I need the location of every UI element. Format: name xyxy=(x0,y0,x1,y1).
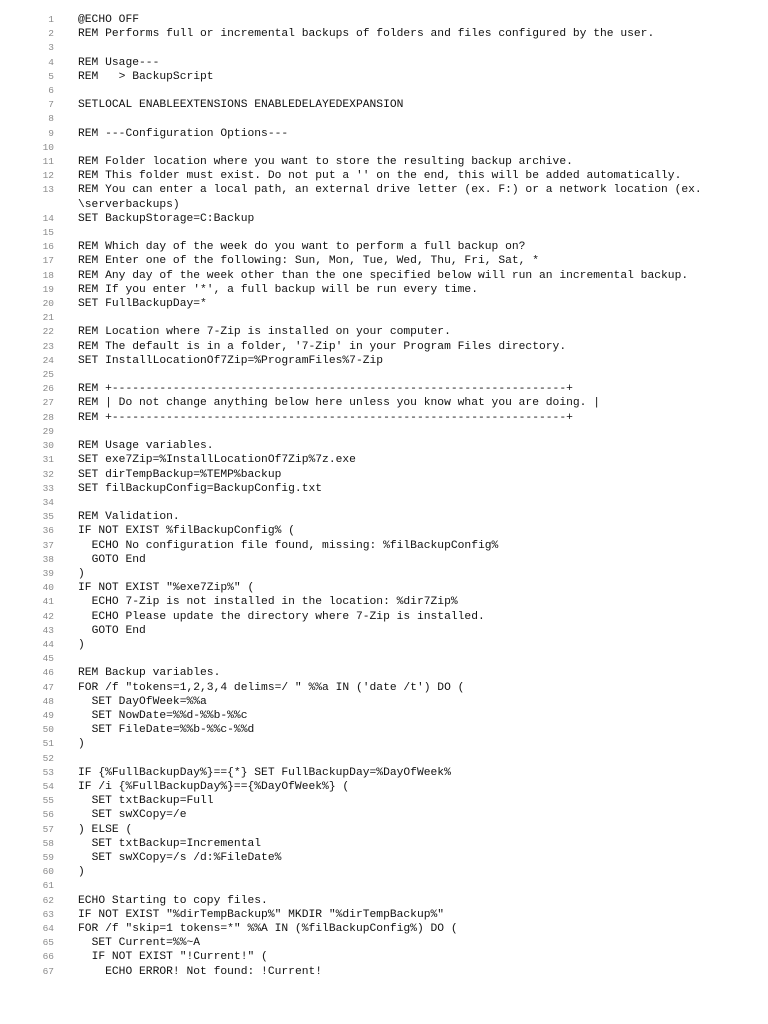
line-text: ) xyxy=(78,738,85,751)
line-number: 39 xyxy=(42,567,54,579)
code-line xyxy=(0,567,768,581)
line-text: ECHO Starting to copy files. xyxy=(78,894,268,907)
code-line xyxy=(0,396,768,410)
line-number: 56 xyxy=(42,809,54,821)
code-line xyxy=(0,240,768,254)
line-number: 34 xyxy=(42,496,54,508)
line-number: 43 xyxy=(42,624,54,636)
line-number: 51 xyxy=(42,738,54,750)
line-text: REM Performs full or incremental backups of folders and files configured by the user. xyxy=(78,28,655,41)
code-line xyxy=(0,283,768,297)
line-number: 18 xyxy=(42,269,54,281)
code-line xyxy=(0,496,768,510)
line-number: 49 xyxy=(42,709,54,721)
line-text: REM | Do not change anything below here unless you know what you are doing. | xyxy=(78,397,601,410)
code-line xyxy=(0,936,768,950)
line-number: 36 xyxy=(42,525,54,537)
line-number: 26 xyxy=(42,383,54,395)
line-number: 41 xyxy=(42,596,54,608)
line-number: 30 xyxy=(42,440,54,452)
line-number: 2 xyxy=(48,28,54,40)
code-line xyxy=(0,766,768,780)
code-line xyxy=(0,695,768,709)
code-line xyxy=(0,127,768,141)
code-line xyxy=(0,56,768,70)
line-text: ECHO 7-Zip is not installed in the location: %dir7Zip% xyxy=(78,596,458,609)
line-number: 4 xyxy=(48,56,54,68)
line-number: 16 xyxy=(42,241,54,253)
line-text: SET FullBackupDay=* xyxy=(78,298,207,311)
line-number: 54 xyxy=(42,780,54,792)
code-line xyxy=(0,581,768,595)
line-text: @ECHO OFF xyxy=(78,14,140,26)
line-text: SET exe7Zip=%InstallLocationOf7Zip%7z.exe xyxy=(78,454,356,467)
line-number: 42 xyxy=(42,610,54,622)
line-text: SET NowDate=%%d-%%b-%%c xyxy=(78,709,248,722)
code-line xyxy=(0,823,768,837)
code-line xyxy=(0,595,768,609)
code-line xyxy=(0,894,768,908)
line-number: 10 xyxy=(42,141,54,153)
line-number: 8 xyxy=(48,113,54,125)
code-line xyxy=(0,169,768,183)
code-line xyxy=(0,638,768,652)
line-number: 37 xyxy=(42,539,54,551)
line-text: REM +-------------------------------------------------------------------+ xyxy=(78,411,573,424)
line-number: 14 xyxy=(42,212,54,224)
code-line xyxy=(0,610,768,624)
line-text: REM Backup variables. xyxy=(78,667,221,680)
code-line xyxy=(0,368,768,382)
line-number: 7 xyxy=(48,99,54,111)
code-line xyxy=(0,908,768,922)
line-text: SETLOCAL ENABLEEXTENSIONS ENABLEDELAYEDEXPANSION xyxy=(78,99,404,112)
line-text: REM Enter one of the following: Sun, Mon, Tue, Wed, Thu, Fri, Sat, * xyxy=(78,255,539,268)
code-line xyxy=(0,510,768,524)
line-text: REM ---Configuration Options--- xyxy=(78,127,289,140)
line-number: 22 xyxy=(42,326,54,338)
line-number: 12 xyxy=(42,170,54,182)
line-text: IF NOT EXIST "%exe7Zip%" ( xyxy=(78,582,255,595)
code-listing xyxy=(0,13,768,979)
code-line xyxy=(0,226,768,240)
line-number: 28 xyxy=(42,411,54,423)
line-number: 44 xyxy=(42,638,54,650)
line-number: 57 xyxy=(42,823,54,835)
code-line xyxy=(0,468,768,482)
line-number: 1 xyxy=(48,14,54,25)
line-number: 35 xyxy=(42,511,54,523)
code-line xyxy=(0,539,768,553)
code-line xyxy=(0,254,768,268)
line-text: REM The default is in a folder, '7-Zip' in your Program Files directory. xyxy=(78,340,567,353)
code-line xyxy=(0,922,768,936)
line-text: IF {%FullBackupDay%}=={*} SET FullBackupDay=%DayOfWeek% xyxy=(78,766,451,779)
code-line xyxy=(0,27,768,41)
code-line xyxy=(0,666,768,680)
line-text: FOR /f "skip=1 tokens=*" %%A IN (%filBackupConfig%) DO ( xyxy=(78,923,458,935)
line-text: ) xyxy=(78,866,85,879)
line-number: 64 xyxy=(42,923,54,934)
line-text: REM > BackupScript xyxy=(78,70,214,83)
line-number: 31 xyxy=(42,454,54,466)
line-number: 55 xyxy=(42,795,54,807)
line-number: 21 xyxy=(42,312,54,324)
code-line xyxy=(0,965,768,979)
line-number: 38 xyxy=(42,553,54,565)
code-line xyxy=(0,681,768,695)
line-number: 6 xyxy=(48,85,54,97)
line-text: REM Location where 7-Zip is installed on your computer. xyxy=(78,326,451,339)
code-line xyxy=(0,84,768,98)
line-text: IF NOT EXIST "%dirTempBackup%" MKDIR "%dirTempBackup%" xyxy=(78,908,445,921)
line-text: REM You can enter a local path, an external drive letter (ex. F:) or a network location (ex. \serverbackups) xyxy=(78,184,709,211)
line-number: 5 xyxy=(48,70,54,82)
line-text: REM Usage--- xyxy=(78,56,160,69)
code-line xyxy=(0,13,768,27)
line-number: 53 xyxy=(42,766,54,778)
line-number: 32 xyxy=(42,468,54,480)
line-number: 65 xyxy=(42,937,54,949)
line-text: SET swXCopy=/s /d:%FileDate% xyxy=(78,851,282,864)
line-number: 40 xyxy=(42,582,54,594)
code-line xyxy=(0,41,768,55)
code-line xyxy=(0,325,768,339)
code-line xyxy=(0,411,768,425)
line-number: 29 xyxy=(42,425,54,437)
line-text: ECHO Please update the directory where 7-Zip is installed. xyxy=(78,610,485,623)
code-line xyxy=(0,311,768,325)
code-line xyxy=(0,354,768,368)
code-line xyxy=(0,112,768,126)
line-text: ECHO ERROR! Not found: !Current! xyxy=(78,965,323,978)
code-line xyxy=(0,340,768,354)
line-text: ) ELSE ( xyxy=(78,823,133,836)
line-number: 62 xyxy=(42,894,54,906)
code-line xyxy=(0,950,768,964)
code-line xyxy=(0,70,768,84)
line-number: 13 xyxy=(42,184,54,196)
line-number: 17 xyxy=(42,255,54,267)
code-line xyxy=(0,737,768,751)
code-line xyxy=(0,837,768,851)
line-text: REM Which day of the week do you want to perform a full backup on? xyxy=(78,241,526,254)
line-number: 33 xyxy=(42,482,54,494)
line-number: 15 xyxy=(42,227,54,239)
line-number: 59 xyxy=(42,851,54,863)
line-text: REM Validation. xyxy=(78,511,180,524)
code-line xyxy=(0,141,768,155)
line-text: ) xyxy=(78,638,85,651)
line-text: SET FileDate=%%b-%%c-%%d xyxy=(78,724,255,737)
code-line xyxy=(0,794,768,808)
line-text: SET filBackupConfig=BackupConfig.txt xyxy=(78,482,323,495)
code-line xyxy=(0,879,768,893)
code-line xyxy=(0,212,768,226)
line-number: 23 xyxy=(42,340,54,352)
line-text: REM +-------------------------------------------------------------------+ xyxy=(78,383,573,396)
code-line xyxy=(0,808,768,822)
line-number: 47 xyxy=(42,681,54,693)
line-number: 9 xyxy=(48,127,54,139)
code-line xyxy=(0,183,768,211)
line-number: 58 xyxy=(42,837,54,849)
code-line xyxy=(0,425,768,439)
line-text: GOTO End xyxy=(78,624,146,637)
line-text: SET txtBackup=Incremental xyxy=(78,837,262,850)
code-line xyxy=(0,865,768,879)
line-number: 45 xyxy=(42,653,54,665)
line-number: 20 xyxy=(42,298,54,310)
line-number: 46 xyxy=(42,667,54,679)
line-text: SET Current=%%~A xyxy=(78,937,201,950)
line-number: 52 xyxy=(42,752,54,764)
code-line xyxy=(0,382,768,396)
line-number: 3 xyxy=(48,42,54,54)
line-text: REM Usage variables. xyxy=(78,440,214,453)
code-line xyxy=(0,98,768,112)
line-number: 60 xyxy=(42,866,54,878)
line-number: 19 xyxy=(42,283,54,295)
line-text: SET swXCopy=/e xyxy=(78,809,187,822)
line-number: 61 xyxy=(42,880,54,892)
line-text: FOR /f "tokens=1,2,3,4 delims=/ " %%a IN ('date /t') DO ( xyxy=(78,681,465,694)
line-text: ) xyxy=(78,567,85,580)
line-number: 67 xyxy=(42,965,54,977)
code-line xyxy=(0,851,768,865)
line-number: 27 xyxy=(42,397,54,409)
line-number: 48 xyxy=(42,695,54,707)
line-text: SET DayOfWeek=%%a xyxy=(78,695,207,708)
line-text: REM This folder must exist. Do not put a '' on the end, this will be added automatically. xyxy=(78,170,682,183)
line-text: ECHO No configuration file found, missing: %filBackupConfig% xyxy=(78,539,499,552)
line-text: IF /i {%FullBackupDay%}=={%DayOfWeek%} ( xyxy=(78,780,350,793)
code-line xyxy=(0,709,768,723)
line-text: IF NOT EXIST "!Current!" ( xyxy=(78,951,268,964)
code-line xyxy=(0,752,768,766)
line-number: 11 xyxy=(42,156,54,168)
line-text: SET txtBackup=Full xyxy=(78,795,214,808)
line-number: 25 xyxy=(42,369,54,381)
line-number: 24 xyxy=(42,354,54,366)
code-line xyxy=(0,482,768,496)
line-text: SET dirTempBackup=%TEMP%backup xyxy=(78,468,282,481)
line-text: SET InstallLocationOf7Zip=%ProgramFiles%7-Zip xyxy=(78,354,384,367)
code-line xyxy=(0,439,768,453)
line-text: IF NOT EXIST %filBackupConfig% ( xyxy=(78,525,295,538)
code-line xyxy=(0,652,768,666)
code-line xyxy=(0,723,768,737)
line-number: 66 xyxy=(42,951,54,963)
code-line xyxy=(0,155,768,169)
line-text: REM If you enter '*', a full backup will be run every time. xyxy=(78,283,478,296)
line-number: 63 xyxy=(42,908,54,920)
code-line xyxy=(0,297,768,311)
line-text: REM Folder location where you want to store the resulting backup archive. xyxy=(78,156,573,169)
line-text: GOTO End xyxy=(78,553,146,566)
code-line xyxy=(0,780,768,794)
code-line xyxy=(0,553,768,567)
code-line xyxy=(0,269,768,283)
code-line xyxy=(0,453,768,467)
line-text: SET BackupStorage=C:Backup xyxy=(78,212,255,225)
line-text: REM Any day of the week other than the one specified below will run an incremental backup. xyxy=(78,269,689,282)
line-number: 50 xyxy=(42,724,54,736)
code-line xyxy=(0,524,768,538)
code-line xyxy=(0,624,768,638)
